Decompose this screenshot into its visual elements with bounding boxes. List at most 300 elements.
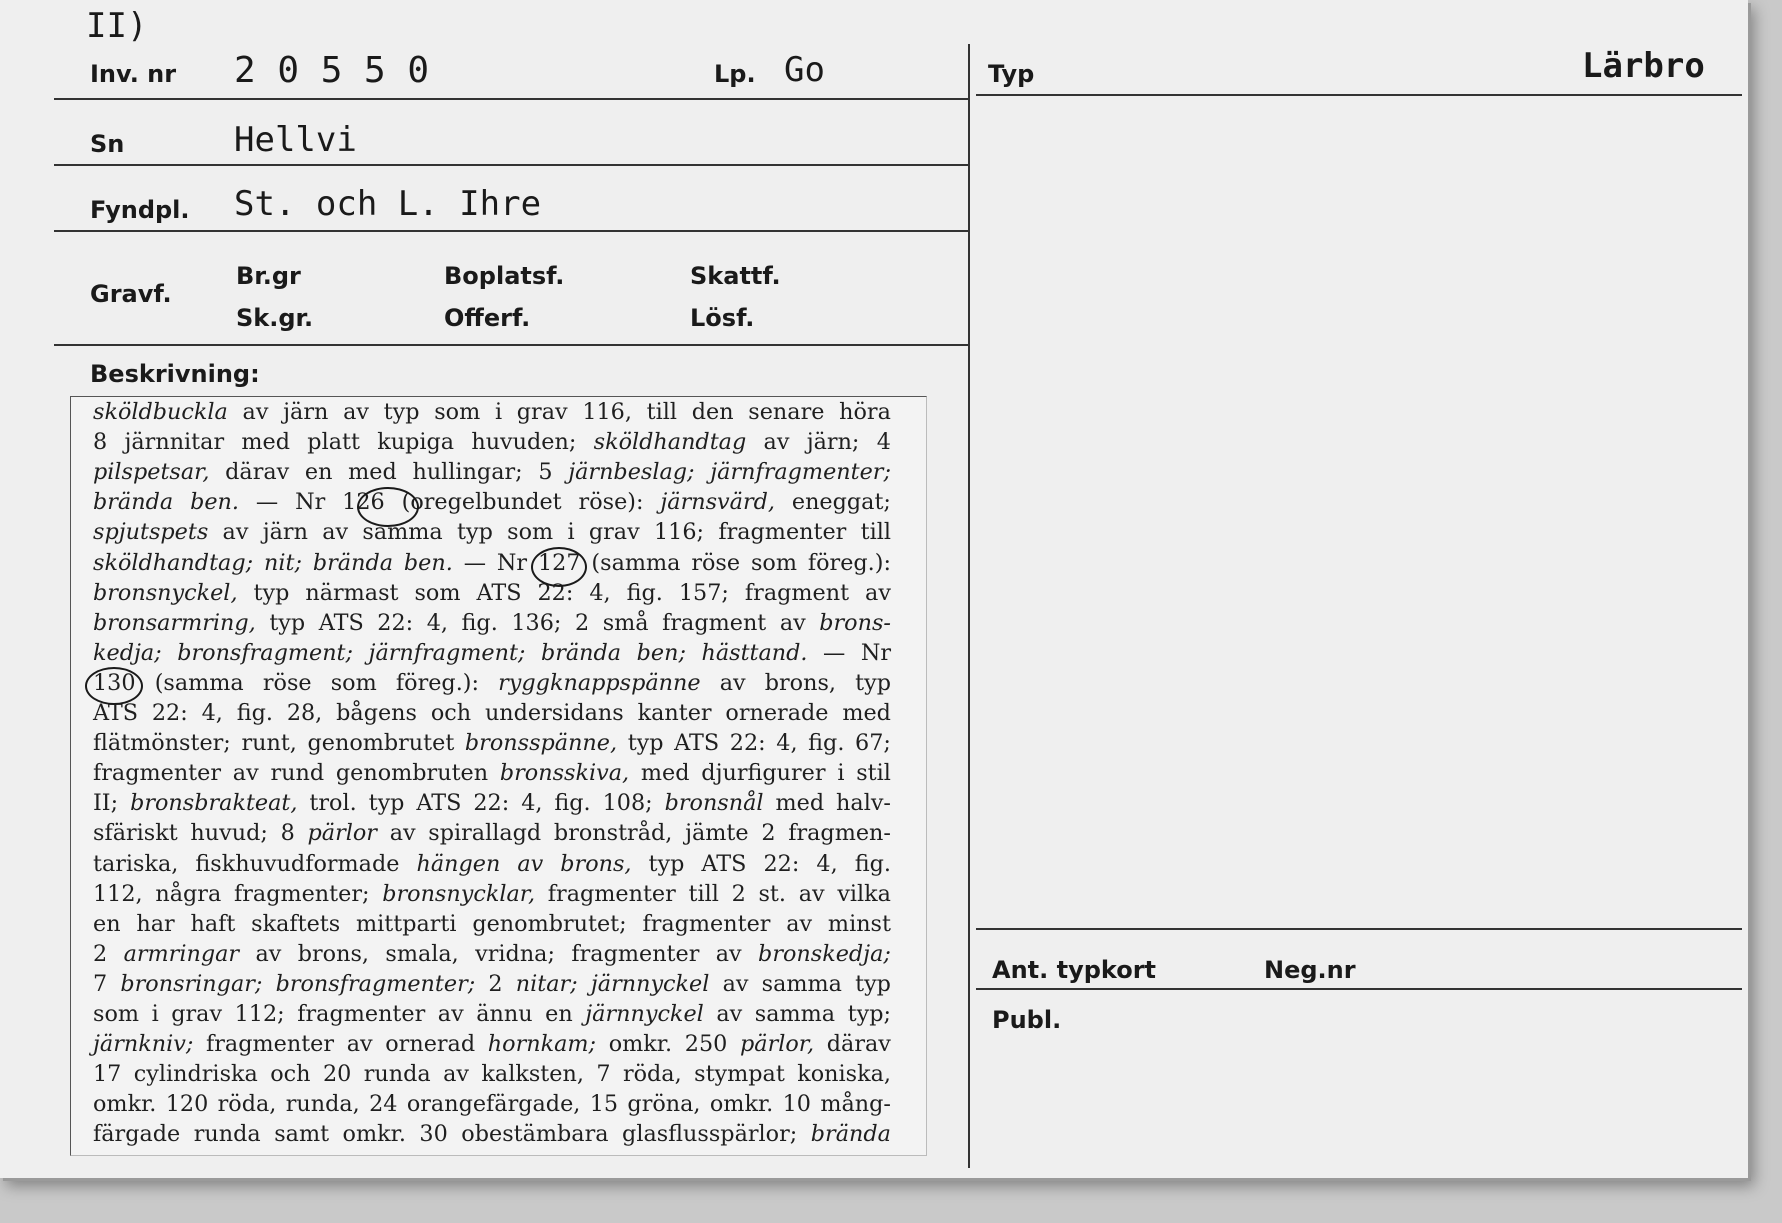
description-word: ATS — [674, 730, 720, 757]
description-paste-in — [70, 396, 927, 1156]
description-word: fragmenter — [93, 760, 221, 787]
description-word: fragmenter — [206, 1031, 335, 1058]
description-word: (oregelbundet — [401, 489, 562, 516]
description-word: 24 — [369, 1091, 398, 1118]
description-word: omkr. — [342, 1121, 406, 1148]
description-word: 22: — [377, 609, 414, 636]
description-word: omkr. — [608, 1031, 673, 1058]
description-word: 22: — [729, 730, 766, 757]
description-word: fig. — [808, 730, 845, 757]
description-word: platt — [307, 429, 360, 456]
description-word: bronsfragment; — [177, 639, 354, 666]
column-divider — [968, 44, 970, 1168]
description-word: ornerad — [385, 1031, 476, 1058]
publ-label: Publ. — [992, 1006, 1062, 1034]
description-word: ATS — [476, 579, 522, 606]
description-line — [93, 700, 891, 726]
description-word: typ — [855, 669, 891, 696]
sn-value: Hellvi — [234, 120, 357, 160]
description-word: järnfragment; — [368, 639, 526, 666]
description-word: 5 — [538, 459, 553, 486]
description-word: fragmenter — [642, 910, 771, 937]
description-word: fig. — [854, 850, 891, 877]
description-line — [93, 1031, 891, 1057]
description-word: stil — [856, 760, 891, 787]
description-word: samt — [274, 1121, 330, 1148]
description-word: pärlor, — [740, 1031, 815, 1058]
description-word: 28, — [286, 700, 323, 726]
description-word: senare — [748, 399, 825, 425]
description-word: huvuden; — [471, 429, 577, 456]
description-word: järn — [262, 519, 308, 546]
description-word: — — [463, 549, 487, 576]
description-word: 7 — [93, 970, 108, 997]
description-word: 22: — [537, 579, 574, 606]
description-line — [93, 1001, 891, 1027]
lp-value: Go — [784, 50, 825, 90]
description-word: färgade — [93, 1121, 181, 1148]
header-rule-right — [976, 94, 1742, 96]
description-word: trol. — [309, 790, 357, 817]
description-word: omkr. — [709, 1091, 774, 1118]
description-word: orangefärgade, — [406, 1091, 581, 1118]
description-word: har — [136, 910, 175, 937]
typ-value: Lärbro — [1582, 46, 1705, 86]
ant-typkort-label: Ant. typkort — [992, 956, 1157, 984]
ant-typkort-top-rule — [976, 928, 1742, 930]
description-word: grav — [516, 399, 568, 425]
description-word: röse — [691, 549, 741, 576]
description-word: genombrutet; — [472, 910, 627, 937]
description-word: hornkam; — [487, 1031, 597, 1058]
description-word: av — [322, 519, 349, 546]
description-word: ryggknappspänne — [498, 669, 701, 696]
description-word: järn; — [806, 429, 860, 456]
description-word: brända — [810, 1121, 891, 1148]
description-word: 108; — [602, 790, 653, 817]
description-word: fragmenter — [571, 940, 700, 967]
description-word: av — [865, 579, 891, 606]
description-word: brons- — [819, 609, 891, 636]
description-line — [93, 459, 891, 485]
description-word: pilspetsar, — [93, 459, 210, 486]
description-word: brons, — [560, 850, 632, 877]
description-word: till — [860, 519, 891, 546]
description-word: med — [775, 790, 825, 817]
description-word: av — [763, 429, 790, 456]
description-word: gröna, — [627, 1091, 701, 1118]
description-word: flätmönster; — [93, 730, 231, 757]
description-word: brons, — [764, 669, 836, 696]
description-word: samma — [754, 1001, 836, 1027]
description-word: typ — [648, 850, 685, 877]
description-line — [93, 760, 891, 786]
description-word: typ — [368, 790, 405, 817]
description-word: av — [722, 970, 749, 997]
description-word: Nr — [496, 549, 528, 576]
description-word: omkr. — [93, 1091, 157, 1118]
description-word: runt, — [241, 730, 297, 757]
description-line — [93, 851, 891, 877]
description-word: typ — [627, 730, 664, 757]
description-word: en — [545, 1001, 573, 1027]
description-word: av — [255, 940, 282, 967]
description-word: 4, — [589, 579, 611, 606]
description-word: som — [750, 549, 797, 576]
description-word: samma — [362, 519, 443, 546]
description-word: — — [823, 639, 846, 666]
description-word: av — [719, 669, 746, 696]
description-word: genombruten — [335, 760, 489, 787]
description-word: 2 — [574, 609, 590, 636]
circled-127 — [531, 547, 587, 587]
offerf-option: Offerf. — [444, 304, 531, 332]
description-word: som — [93, 1001, 140, 1027]
description-word: haft — [190, 910, 236, 937]
fyndpl-label: Fyndpl. — [90, 196, 190, 224]
description-line — [93, 489, 891, 515]
description-word: 112, — [93, 880, 143, 907]
description-word: 17 — [93, 1061, 122, 1088]
description-line — [93, 790, 891, 816]
description-word: ATS — [318, 609, 364, 636]
description-word: brända — [93, 489, 174, 516]
description-word: spirallagd — [428, 820, 542, 847]
boplatsf-option: Boplatsf. — [444, 262, 565, 290]
description-word: (samma — [154, 669, 244, 696]
description-word: bågens — [336, 700, 417, 726]
description-line — [93, 1091, 891, 1117]
description-word: järnnyckel — [590, 970, 710, 997]
description-word: II; — [93, 790, 119, 817]
description-word: röda, — [622, 1061, 682, 1088]
beskrivning-label: Beskrivning: — [90, 360, 260, 388]
description-word: med — [640, 760, 690, 787]
description-word: ornerade — [725, 700, 829, 726]
description-word: därav — [225, 459, 290, 486]
description-word: 112; — [234, 1001, 285, 1027]
description-word: föreg.): — [807, 549, 891, 576]
description-word: röse): — [578, 489, 644, 516]
description-word: bronsbrakteat, — [130, 790, 298, 817]
description-word: ännu — [476, 1001, 533, 1027]
description-word: järnbeslag; — [568, 459, 695, 486]
description-word: st. — [758, 880, 786, 907]
description-word: typ — [269, 609, 306, 636]
description-word: av — [779, 609, 806, 636]
description-word: ben. — [190, 489, 239, 516]
description-word: brända — [312, 549, 394, 576]
description-word: smala, — [385, 940, 459, 967]
description-word: runda — [363, 1061, 431, 1088]
description-word: 67; — [855, 730, 891, 757]
description-word: typ — [855, 970, 891, 997]
description-word: som — [434, 399, 481, 425]
skattf-option: Skattf. — [690, 262, 781, 290]
description-word: sköldhandtag — [593, 429, 747, 456]
description-word: rund — [270, 760, 325, 787]
description-word: (samma — [591, 549, 681, 576]
description-word: föreg.): — [395, 669, 479, 696]
description-word: fig. — [236, 700, 273, 726]
series-mark: II) — [86, 6, 148, 46]
publ-top-rule — [976, 988, 1742, 990]
description-word: den — [691, 399, 734, 425]
skgr-option: Sk.gr. — [236, 304, 314, 332]
description-word: 116; — [653, 519, 705, 546]
description-word: 7 — [596, 1061, 611, 1088]
description-word: 2 — [761, 820, 776, 847]
description-word: grav — [588, 519, 640, 546]
description-word: ben; — [636, 639, 686, 666]
description-word: som — [507, 519, 554, 546]
description-word: grav — [171, 1001, 223, 1027]
description-word: i — [837, 760, 845, 787]
description-word: fragment — [662, 609, 767, 636]
description-word: fragmenter — [297, 1001, 426, 1027]
description-line — [93, 580, 891, 606]
description-word: cylindriska — [133, 1061, 258, 1088]
description-line — [93, 519, 891, 545]
description-word: 15 — [589, 1091, 619, 1118]
description-word: 120 — [165, 1091, 209, 1118]
description-word: fragmen- — [788, 820, 891, 847]
description-word: med — [842, 700, 891, 726]
description-word: djurfigurer — [701, 760, 826, 787]
description-word: och — [430, 700, 472, 726]
description-line — [93, 640, 891, 666]
sn-rule — [54, 164, 968, 166]
description-word: 2 — [731, 880, 746, 907]
description-word: 126 — [342, 489, 385, 516]
description-word: av — [798, 880, 825, 907]
description-word: fig. — [554, 790, 591, 817]
description-word: av — [715, 940, 742, 967]
description-word: armringar — [123, 940, 240, 967]
description-word: 4 — [876, 429, 891, 456]
description-word: vilka — [837, 880, 891, 907]
description-word: av — [242, 399, 269, 425]
description-word: 4, — [521, 790, 543, 817]
description-word: bronsspänne, — [464, 730, 618, 757]
description-word: runda — [193, 1121, 261, 1148]
description-word: i — [567, 519, 575, 546]
description-word: en — [93, 910, 121, 937]
description-word: Nr — [860, 639, 891, 666]
description-line — [93, 610, 891, 636]
description-word: typ — [457, 519, 493, 546]
description-word: 4, — [776, 730, 798, 757]
description-word: sfäriskt — [93, 820, 178, 847]
description-word: kalksten, — [481, 1061, 584, 1088]
description-word: röda, — [217, 1091, 277, 1118]
description-word: typ; — [847, 1001, 891, 1027]
description-word: pärlor — [307, 820, 377, 847]
description-line — [93, 911, 891, 937]
description-word: 4, — [201, 700, 223, 726]
description-line — [93, 1061, 891, 1087]
description-word: eneggat; — [791, 489, 891, 516]
description-word: mång- — [820, 1091, 891, 1118]
description-word: hullingar; — [412, 459, 523, 486]
header-rule-left — [54, 98, 968, 100]
description-word: hängen — [416, 850, 501, 877]
description-word: undersidans — [484, 700, 624, 726]
description-word: av — [222, 519, 249, 546]
description-word: till — [646, 399, 678, 425]
description-word: med — [348, 459, 397, 486]
description-word: brons, — [297, 940, 369, 967]
description-word: obestämbara — [461, 1121, 609, 1148]
description-word: 22: — [151, 700, 188, 726]
description-word: — — [255, 489, 279, 516]
description-word: av — [517, 850, 544, 877]
gravf-rule — [54, 344, 968, 346]
description-word: Nr — [295, 489, 326, 516]
description-word: fig. — [461, 609, 498, 636]
description-word: nitar; — [515, 970, 578, 997]
description-word: av — [437, 1001, 464, 1027]
description-word: glasflusspärlor; — [622, 1121, 798, 1148]
description-word: 250 — [684, 1031, 728, 1058]
losf-option: Lösf. — [690, 304, 755, 332]
description-word: 30 — [419, 1121, 448, 1148]
circled-130 — [85, 667, 143, 705]
fyndpl-rule — [54, 230, 968, 232]
description-line — [93, 971, 891, 997]
description-word: 4, — [426, 609, 448, 636]
description-word: 130 — [93, 669, 136, 696]
description-word: av — [716, 1001, 743, 1027]
description-word: kedja; — [93, 639, 162, 666]
description-word: små — [602, 609, 649, 636]
description-word: spjutspets — [93, 519, 209, 546]
description-line — [93, 399, 891, 425]
description-word: fragmenter — [718, 519, 847, 546]
description-word: fragment — [744, 579, 850, 606]
description-word: typ — [253, 579, 290, 606]
description-word: röse — [262, 669, 312, 696]
description-line — [93, 881, 891, 907]
description-word: järnnyckel — [585, 1001, 704, 1027]
circled-126 — [357, 487, 419, 527]
description-word: ATS — [701, 850, 747, 877]
description-word: järnnitar — [124, 429, 225, 456]
description-word: bronsskiva, — [499, 760, 630, 787]
description-word: 10 — [782, 1091, 811, 1118]
description-word: bronsnycklar, — [382, 880, 536, 907]
sn-label: Sn — [90, 130, 125, 158]
description-word: 20 — [322, 1061, 352, 1088]
description-word: skaftets — [251, 910, 341, 937]
description-word: bronsnyckel, — [93, 579, 238, 606]
description-word: sköldhandtag; — [93, 549, 254, 576]
description-word: stympat — [694, 1061, 785, 1088]
description-word: järnkniv; — [93, 1031, 194, 1058]
description-line — [93, 1121, 891, 1147]
description-line — [93, 550, 891, 576]
brgr-option: Br.gr — [236, 262, 301, 290]
description-word: av — [786, 910, 813, 937]
description-word: huvud; — [190, 820, 268, 847]
description-word: halv- — [836, 790, 891, 817]
description-word: av — [389, 820, 416, 847]
inv-nr-label: Inv. nr — [90, 60, 177, 88]
description-word: 116, — [582, 399, 632, 425]
description-word: 2 — [93, 940, 108, 967]
description-word: fig. — [626, 579, 663, 606]
description-word: med — [241, 429, 291, 456]
gravf-label: Gravf. — [90, 280, 172, 308]
description-word: i — [151, 1001, 159, 1027]
description-word: bronstråd, — [553, 820, 673, 847]
description-word: järnfragmenter; — [710, 459, 891, 486]
description-word: bronsringar; — [120, 970, 263, 997]
description-word: och — [270, 1061, 311, 1088]
description-word: av — [443, 1061, 469, 1088]
description-word: bronsfragmenter; — [275, 970, 476, 997]
description-word: 8 — [280, 820, 295, 847]
description-word: bronsnål — [664, 790, 764, 817]
description-word: mittparti — [356, 910, 457, 937]
description-word: 136; — [511, 609, 562, 636]
description-word: tariska, — [93, 850, 179, 877]
description-line — [93, 820, 891, 846]
description-word: jämte — [685, 820, 749, 847]
description-word: i — [494, 399, 503, 425]
description-word: ben. — [403, 549, 453, 576]
description-word: 8 — [93, 429, 108, 456]
description-word: fragmenter; — [233, 880, 370, 907]
fyndpl-value: St. och L. Ihre — [234, 184, 542, 224]
description-word: samma — [761, 970, 842, 997]
description-word: fragmenter — [547, 880, 676, 907]
description-word: ATS — [416, 790, 462, 817]
description-word: fiskhuvudformade — [195, 850, 400, 877]
description-word: genombrutet — [307, 730, 455, 757]
description-word: till — [688, 880, 719, 907]
description-word: av — [343, 399, 369, 425]
lp-label: Lp. — [714, 60, 756, 88]
description-word: en — [304, 459, 333, 486]
description-word: som — [414, 579, 461, 606]
description-word: vridna; — [475, 940, 555, 967]
description-word: 2 — [488, 970, 503, 997]
description-word: 22: — [763, 850, 800, 877]
description-word: typ — [383, 399, 420, 425]
typ-label: Typ — [988, 60, 1035, 88]
description-word: nit; — [264, 549, 302, 576]
description-word: av — [346, 1031, 373, 1058]
description-word: av — [232, 760, 259, 787]
description-word: koniska, — [797, 1061, 891, 1088]
description-word: kanter — [637, 700, 712, 726]
description-word: 4, — [816, 850, 838, 877]
description-word: runda, — [285, 1091, 360, 1118]
description-line — [93, 429, 891, 455]
description-word: sköldbuckla — [93, 399, 228, 425]
description-word: 127 — [537, 549, 581, 576]
description-line — [93, 670, 891, 696]
description-word: därav — [826, 1031, 891, 1058]
description-word: höra — [839, 399, 891, 425]
description-word: brända — [540, 639, 622, 666]
description-word: som — [330, 669, 377, 696]
description-line — [93, 941, 891, 967]
description-word: 157; — [678, 579, 729, 606]
description-line — [93, 730, 891, 756]
description-word: järnsvärd, — [660, 489, 775, 516]
